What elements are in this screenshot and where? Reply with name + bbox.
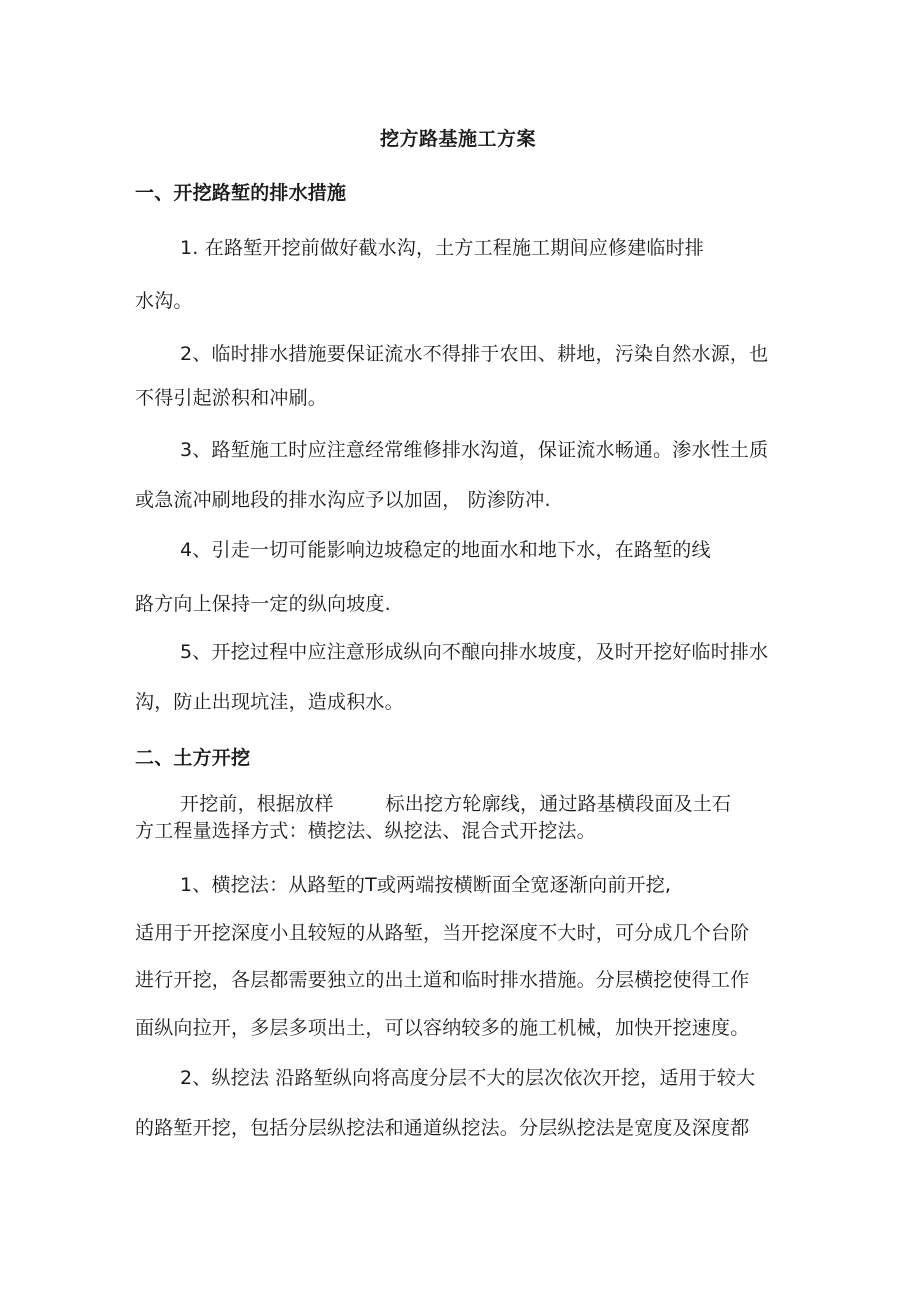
paragraph-line: 水沟。 (135, 290, 193, 312)
paragraph-line: 方工程量选择方式：横挖法、纵挖法、混合式开挖法。 (135, 820, 596, 842)
paragraph-line: 不得引起淤积和冲刷。 (135, 387, 328, 409)
paragraph-line: 1. 在路堑开挖前做好截水沟，土方工程施工期间应修建临时排 (180, 237, 704, 259)
paragraph-line: 5、开挖过程中应注意形成纵向不酿向排水坡度，及时开挖好临时排水 (180, 641, 769, 663)
paragraph-line: 的路堑开挖，包括分层纵挖法和通道纵挖法。分层纵挖法是宽度及深度都 (135, 1117, 750, 1139)
paragraph-text: 开挖前，根据放样 (180, 793, 334, 815)
document-title: 挖方路基施工方案 (380, 128, 537, 150)
paragraph-text: 标出挖方轮廓线，通过路基横段面及土石 (385, 793, 732, 815)
paragraph-line: 4、引走一切可能影响边坡稳定的地面水和地下水，在路堑的线 (180, 539, 711, 561)
paragraph-line: 2、纵挖法 沿路堑纵向将高度分层不大的层次依次开挖，适用于较大 (180, 1067, 756, 1089)
paragraph-line: 路方向上保持一定的纵向坡度. (135, 593, 391, 615)
paragraph-line: 进行开挖，各层都需要独立的出土道和临时排水措施。分层横挖使得工作 (135, 969, 750, 991)
paragraph-line: 3、路堑施工时应注意经常维修排水沟道，保证流水畅通。渗水性土质 (180, 439, 769, 461)
paragraph-line: 适用于开挖深度小且较短的从路堑，当开挖深度不大时，可分成几个台阶 (135, 922, 750, 944)
paragraph-line: 面纵向拉开，多层多项出土，可以容纳较多的施工机械，加快开挖速度。 (135, 1017, 750, 1039)
paragraph-line: 沟，防止出现坑洼，造成积水。 (135, 691, 404, 713)
paragraph-line: 或急流冲刷地段的排水沟应予以加固， 防渗防冲. (135, 489, 551, 511)
section-1-heading: 一、开挖路堑的排水措施 (135, 182, 347, 204)
paragraph-line: 1、横挖法：从路堑的T或两端按横断面全宽逐渐向前开挖, (180, 874, 672, 896)
paragraph-line: 2、临时排水措施要保证流水不得排于农田、耕地，污染自然水源，也 (180, 343, 769, 365)
paragraph-line (180, 792, 731, 816)
section-2-heading: 二、土方开挖 (135, 747, 251, 769)
